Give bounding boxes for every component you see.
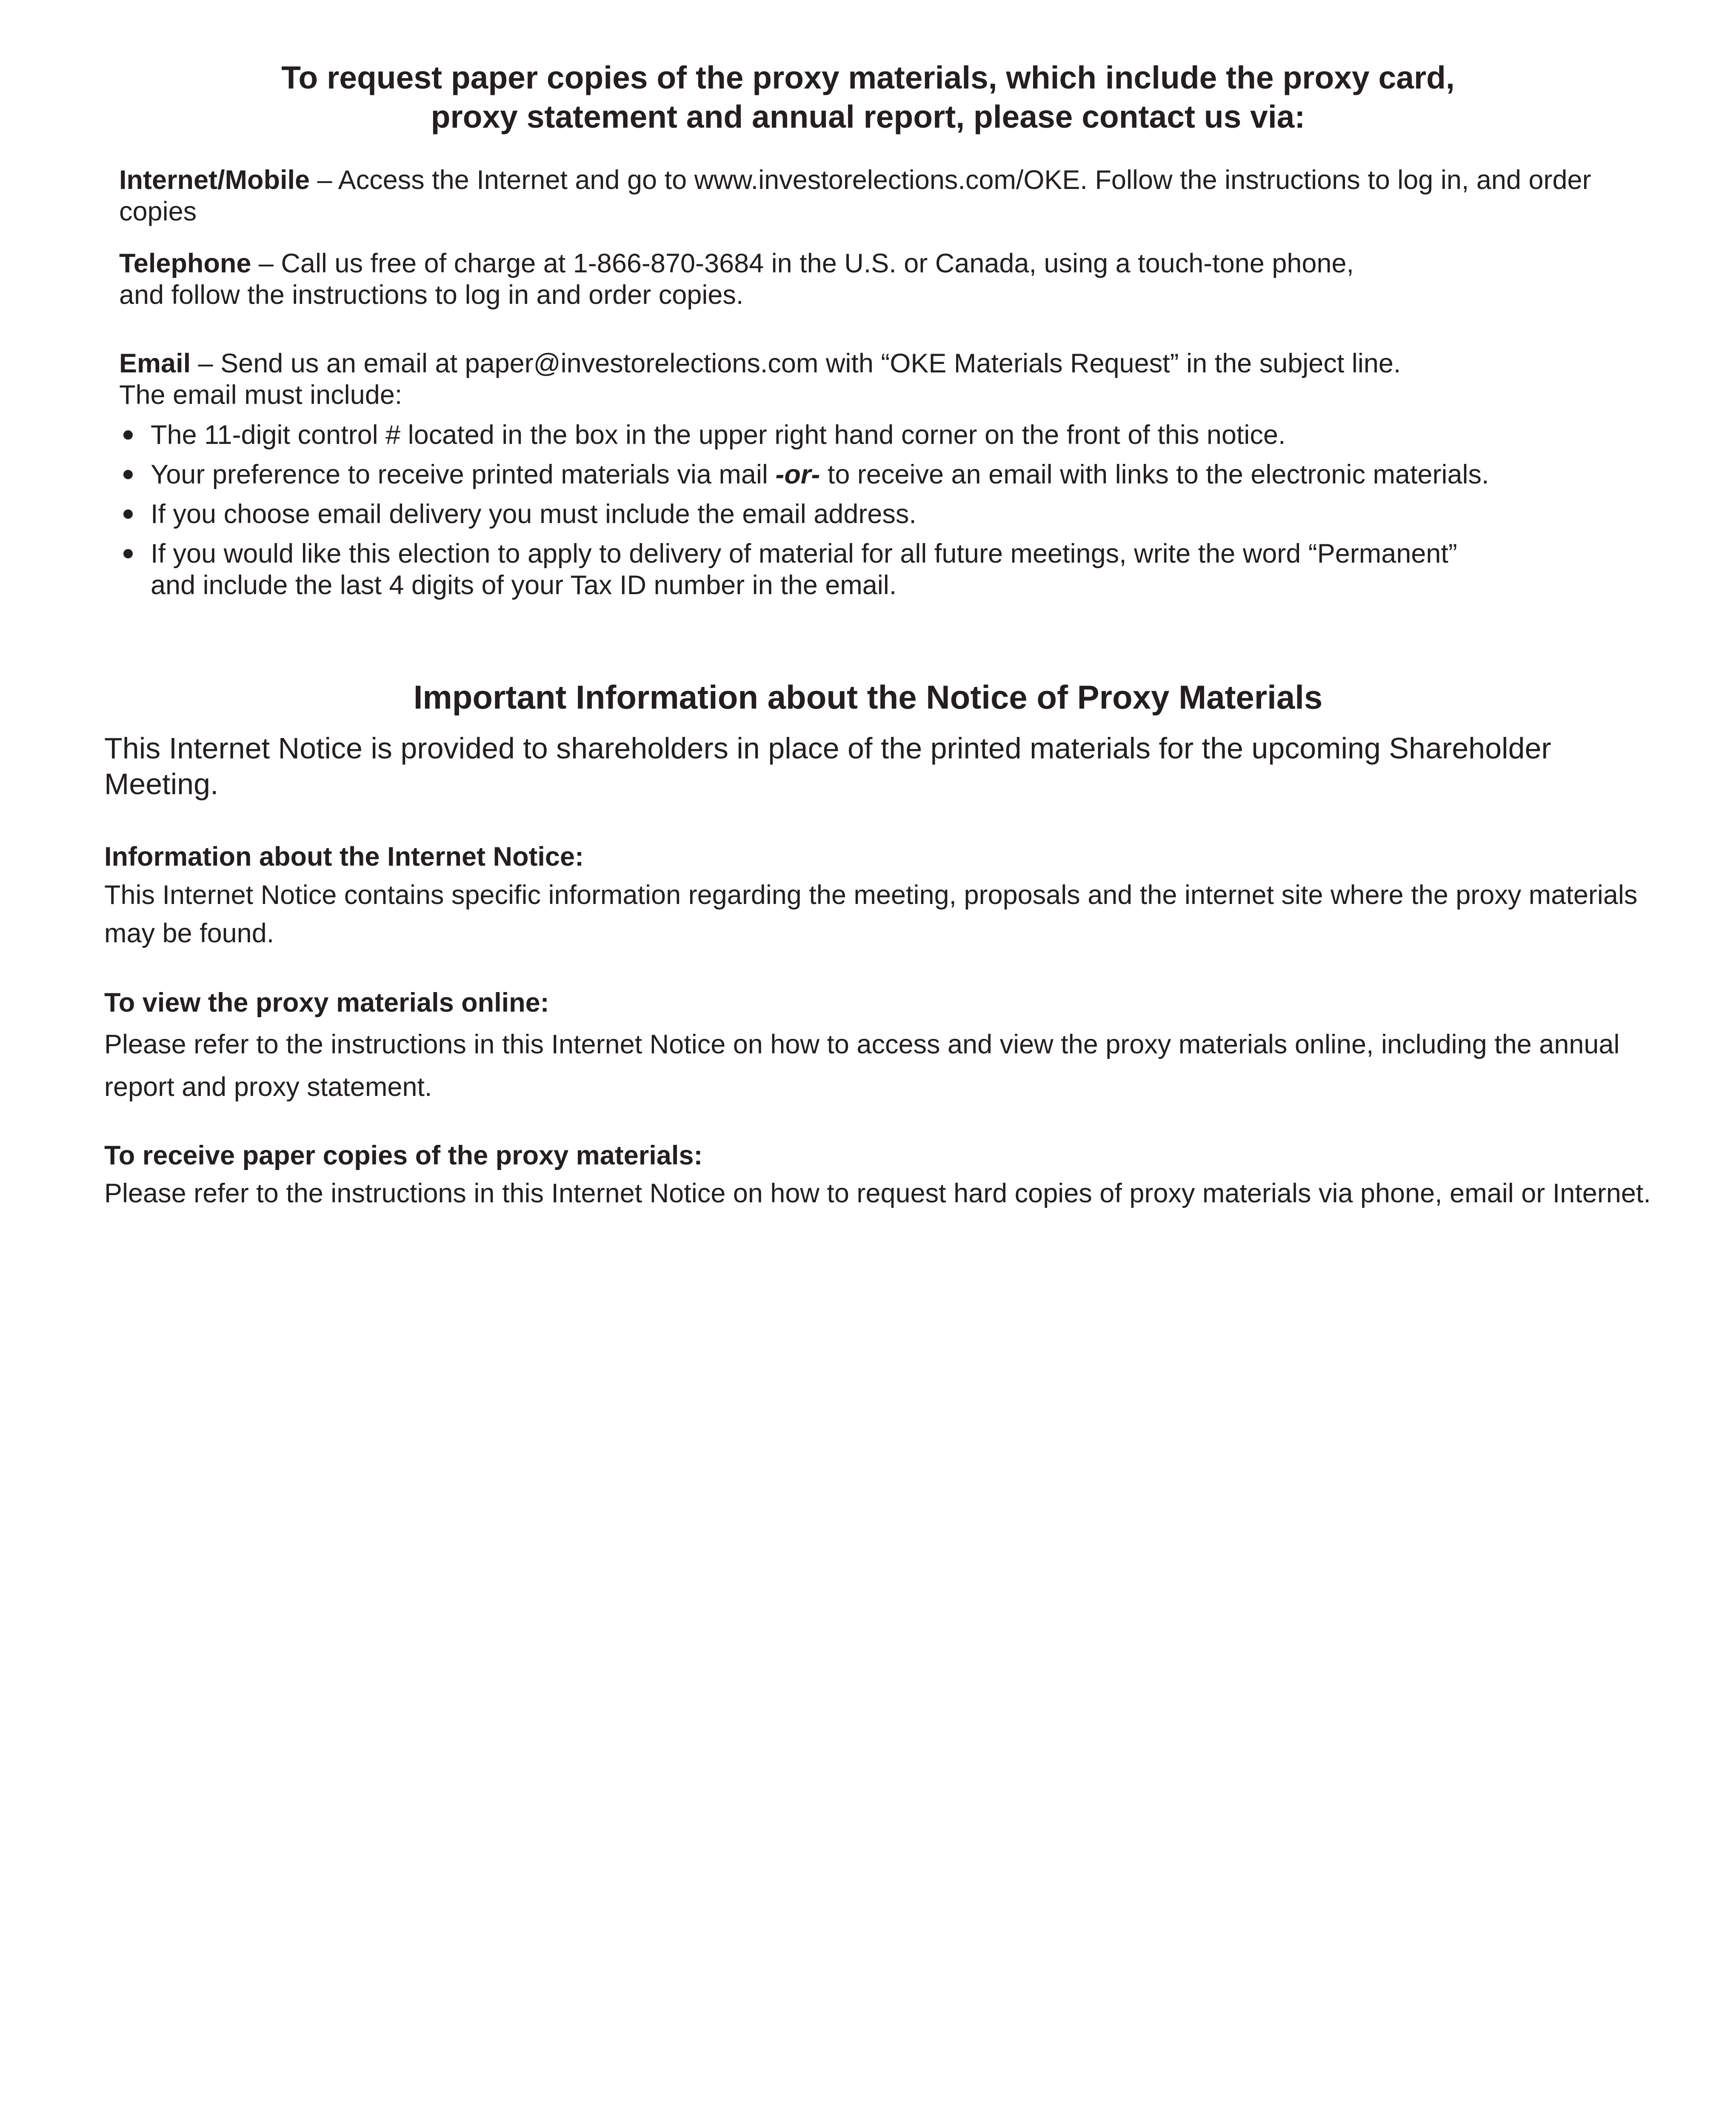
- bullet-icon: [123, 470, 133, 479]
- requirement-preference-pre: Your preference to receive printed materials via mail: [151, 460, 776, 489]
- paper-copies-heading: To receive paper copies of the proxy materials:: [104, 1141, 703, 1170]
- request-heading-line-1: To request paper copies of the proxy materials, which include the proxy card,: [281, 60, 1455, 95]
- requirement-permanent-line-1: If you would like this election to apply to delivery of material for all future meetings, write the word “Permanent”: [151, 539, 1457, 569]
- view-online-text: Please refer to the instructions in this Internet Notice on how to access and view the proxy materials online, including the annual report and proxy statement.: [104, 1030, 1620, 1102]
- list-item: [119, 419, 1651, 451]
- email-option: [119, 348, 1634, 411]
- view-online-heading: To view the proxy materials online:: [104, 988, 549, 1018]
- important-information-intro: This Internet Notice is provided to shareholders in place of the printed materials for the upcoming Shareholder Meeting.: [104, 732, 1551, 801]
- request-heading-line-2: proxy statement and annual report, please contact us via:: [431, 99, 1305, 134]
- internet-mobile-text: – Access the Internet and go to www.investorelections.com/OKE. Follow the instructions to log in, and order copies: [119, 165, 1591, 226]
- telephone-label: Telephone: [119, 249, 251, 278]
- list-item: [119, 459, 1651, 490]
- paper-copies-text: Please refer to the instructions in this Internet Notice on how to request hard copies of proxy materials via phone, email or Internet.: [104, 1178, 1651, 1208]
- internet-notice-info-heading: Information about the Internet Notice:: [104, 842, 584, 872]
- list-item: [119, 538, 1651, 601]
- requirement-preference-post: to receive an email with links to the electronic materials.: [820, 460, 1489, 489]
- email-text-line-1: – Send us an email at paper@investorelections.com with “OKE Materials Request” in the subject line.: [191, 349, 1401, 378]
- email-text-line-2: The email must include:: [119, 380, 403, 410]
- internet-mobile-option: [119, 164, 1634, 227]
- internet-notice-info-text: This Internet Notice contains specific information regarding the meeting, proposals and the internet site where the proxy materials may be found.: [104, 880, 1638, 948]
- telephone-option: [119, 248, 1634, 311]
- request-heading: [0, 58, 1736, 136]
- telephone-text-line-1: – Call us free of charge at 1-866-870-3684 in the U.S. or Canada, using a touch-tone phone,: [251, 249, 1354, 278]
- bullet-icon: [123, 430, 133, 440]
- requirement-email-address: If you choose email delivery you must include the email address.: [151, 499, 917, 529]
- list-item: [119, 498, 1651, 530]
- bullet-icon: [123, 509, 133, 519]
- email-label: Email: [119, 349, 191, 378]
- requirement-preference-or: -or-: [775, 460, 820, 489]
- bullet-icon: [123, 549, 133, 558]
- email-requirements-list: [119, 419, 1651, 609]
- requirement-permanent-line-2: and include the last 4 digits of your Tax ID number in the email.: [151, 570, 897, 600]
- internet-mobile-label: Internet/Mobile: [119, 165, 310, 195]
- requirement-control-number: The 11-digit control # located in the box in the upper right hand corner on the front of this notice.: [151, 420, 1286, 450]
- important-information-heading: Important Information about the Notice of Proxy Materials: [413, 678, 1323, 716]
- telephone-text-line-2: and follow the instructions to log in and order copies.: [119, 280, 744, 310]
